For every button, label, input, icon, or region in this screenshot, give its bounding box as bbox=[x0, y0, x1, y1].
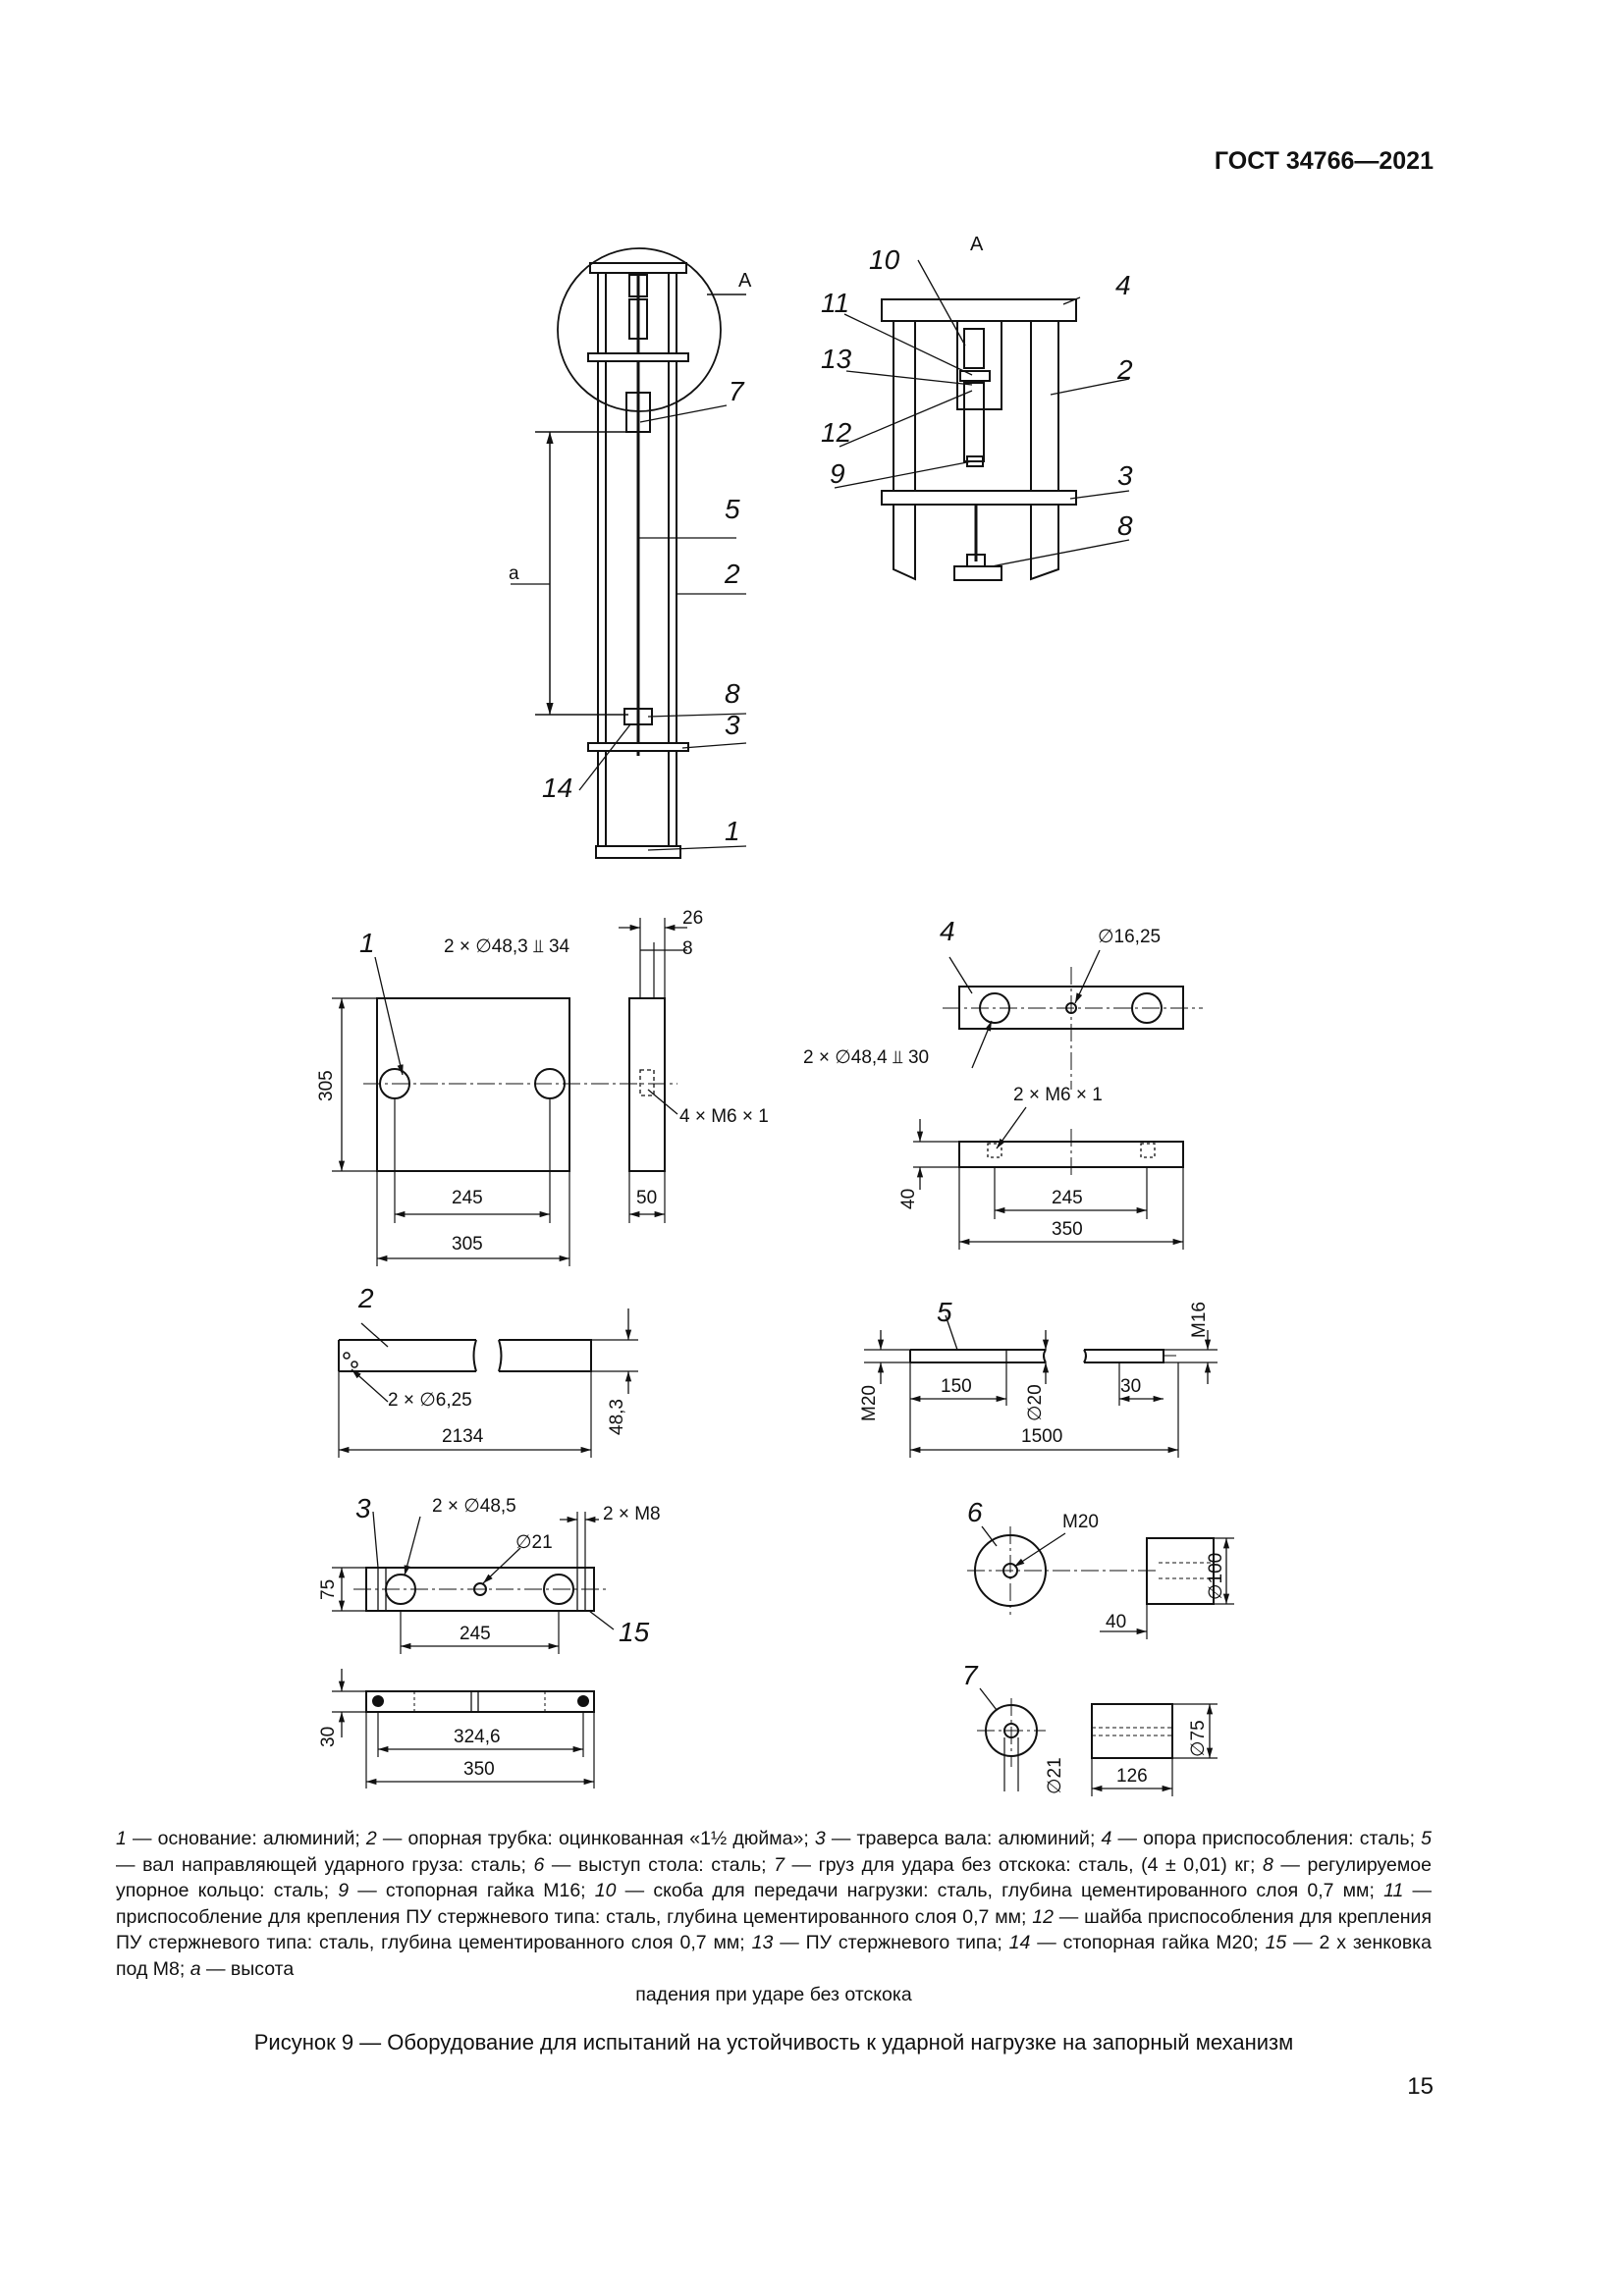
figure-caption: Рисунок 9 — Оборудование для испытаний на устойчивость к ударной нагрузке на запорный механизм bbox=[253, 2030, 1294, 2055]
part-6-thread: M20 bbox=[1062, 1512, 1099, 1532]
callout-8-detail: 8 bbox=[1117, 510, 1133, 541]
view-a-marker: А bbox=[738, 270, 752, 292]
legend-item-text: — груз для удара без отскока: сталь, (4 ± 0,01) кг; bbox=[784, 1853, 1263, 1876]
view-a-title: А bbox=[970, 234, 984, 255]
legend-item-number: 14 bbox=[1008, 1932, 1031, 1953]
callout-3: 3 bbox=[725, 710, 740, 740]
part-1-dim-8: 8 bbox=[682, 938, 693, 959]
part-1-dim-305: 305 bbox=[452, 1234, 483, 1255]
callout-1: 1 bbox=[725, 816, 740, 846]
detail-a bbox=[835, 260, 1129, 580]
legend-item bbox=[752, 1932, 1009, 1953]
part-4-threads: 2 × M6 × 1 bbox=[1013, 1085, 1103, 1105]
callout-4: 4 bbox=[1115, 270, 1131, 300]
legend-item bbox=[116, 1828, 366, 1849]
legend-item-text: — регулируемое упорное кольцо: сталь; bbox=[116, 1853, 1432, 1901]
standard-designation: ГОСТ 34766—2021 bbox=[1214, 147, 1434, 175]
part-3-dim-30: 30 bbox=[318, 1726, 339, 1747]
part-3-dim-245: 245 bbox=[460, 1624, 491, 1644]
legend-item-number: 1 bbox=[116, 1828, 127, 1849]
legend-item bbox=[595, 1880, 1383, 1901]
legend-item bbox=[815, 1828, 1102, 1849]
part-2-holes: 2 × ∅6,25 bbox=[388, 1390, 472, 1411]
part-5-dim-150: 150 bbox=[941, 1376, 972, 1397]
part-5-number: 5 bbox=[937, 1297, 952, 1327]
part-1-dim-26: 26 bbox=[682, 908, 704, 929]
legend-item-number: 3 bbox=[814, 1828, 826, 1849]
legend-item-text: — вал направляющей ударного груза: сталь; bbox=[116, 1853, 534, 1876]
part-3-holes: 2 × ∅48,5 bbox=[432, 1496, 516, 1517]
legend-item-text: — выступ стола: сталь; bbox=[544, 1853, 775, 1876]
legend-item-text: — высота bbox=[200, 1957, 295, 1980]
legend-item bbox=[338, 1880, 595, 1901]
legend-item-text: — стопорная гайка М20; bbox=[1030, 1932, 1266, 1953]
part-4-center-hole: ∅16,25 bbox=[1098, 927, 1162, 947]
legend-item-number: 6 bbox=[533, 1853, 545, 1876]
callout-2: 2 bbox=[725, 559, 740, 589]
part-3-number: 3 bbox=[355, 1493, 371, 1523]
part-4-number: 4 bbox=[940, 916, 955, 946]
part-1-holes: 2 × ∅48,3 ⫫ 34 bbox=[444, 936, 570, 957]
legend-item-number: 10 bbox=[594, 1880, 617, 1901]
part-1-drawing bbox=[332, 918, 687, 1266]
part-7-dim-126: 126 bbox=[1116, 1766, 1148, 1787]
part-2-dim-2134: 2134 bbox=[442, 1426, 484, 1447]
legend-item-number: 15 bbox=[1265, 1932, 1287, 1953]
part-5-dim-30: 30 bbox=[1120, 1376, 1142, 1397]
legend-item bbox=[774, 1854, 1263, 1876]
part-6-drawing bbox=[967, 1526, 1234, 1639]
legend-item-number: 13 bbox=[751, 1932, 774, 1953]
legend-item bbox=[1009, 1932, 1266, 1953]
part-1-dim-245: 245 bbox=[452, 1188, 483, 1208]
legend-item bbox=[1102, 1828, 1422, 1849]
part-4-dim-40: 40 bbox=[898, 1188, 919, 1209]
callout-10: 10 bbox=[869, 244, 900, 275]
part-4-holes: 2 × ∅48,4 ⫫ 30 bbox=[803, 1047, 930, 1068]
legend-tail: падения при ударе без отскока bbox=[635, 1984, 912, 2005]
legend-item-number: 12 bbox=[1032, 1905, 1054, 1928]
part-7-drawing bbox=[977, 1688, 1218, 1796]
part-1-dim-50: 50 bbox=[636, 1188, 658, 1208]
part-5-dim-1500: 1500 bbox=[1021, 1426, 1063, 1447]
part-2-number: 2 bbox=[358, 1283, 374, 1313]
part-5-dim-20: ∅20 bbox=[1025, 1384, 1046, 1421]
part-5-m20: M20 bbox=[859, 1385, 880, 1421]
part-3-dim-75: 75 bbox=[318, 1578, 339, 1600]
legend-item bbox=[534, 1854, 775, 1876]
legend-item-text: — стопорная гайка М16; bbox=[349, 1880, 595, 1901]
callout-14: 14 bbox=[542, 773, 573, 803]
legend-item-number: 2 bbox=[365, 1828, 377, 1849]
legend-item-number: 5 bbox=[1421, 1828, 1432, 1849]
legend-item-text: — основание: алюминий; bbox=[126, 1828, 366, 1849]
callout-3-detail: 3 bbox=[1117, 460, 1133, 491]
callout-2-detail: 2 bbox=[1117, 354, 1133, 385]
part-4-dim-350: 350 bbox=[1052, 1219, 1083, 1240]
legend-item-number: a bbox=[189, 1957, 201, 1980]
part-3-callout-15: 15 bbox=[619, 1617, 650, 1647]
part-6-number: 6 bbox=[967, 1497, 983, 1527]
part-1-dim-305-v: 305 bbox=[316, 1070, 337, 1101]
legend-item-text: — скоба для передачи нагрузки: сталь, глубина цементированного слоя 0,7 мм; bbox=[616, 1880, 1384, 1901]
part-6-dim-40: 40 bbox=[1106, 1612, 1127, 1632]
legend-item-text: — приспособление для крепления ПУ стержневого типа: сталь, глубина цементированного слоя 0,7 мм; bbox=[116, 1880, 1432, 1928]
part-2-dim-48: 48,3 bbox=[607, 1399, 627, 1435]
legend-item-number: 11 bbox=[1383, 1880, 1404, 1901]
legend-item-text: — шайба приспособления для крепления ПУ стержневого типа: сталь, глубина цементированного слоя 0,7 мм; bbox=[116, 1905, 1433, 1953]
part-3-dim-350: 350 bbox=[463, 1759, 495, 1780]
callout-8: 8 bbox=[725, 678, 740, 709]
callout-7: 7 bbox=[729, 376, 744, 406]
legend-item-text: — 2 х зенковка под М8; bbox=[116, 1932, 1432, 1980]
part-7-dim-21: ∅21 bbox=[1045, 1757, 1065, 1794]
part-2-drawing bbox=[339, 1308, 638, 1458]
callout-5: 5 bbox=[725, 494, 740, 524]
callout-13: 13 bbox=[821, 344, 852, 374]
part-4-dim-245: 245 bbox=[1052, 1188, 1083, 1208]
part-3-countersinks: 2 × M8 bbox=[603, 1504, 661, 1524]
legend-item-number: 8 bbox=[1262, 1853, 1273, 1876]
legend-item-text: — опорная трубка: оцинкованная «1½ дюйма»; bbox=[376, 1828, 815, 1849]
callout-11: 11 bbox=[821, 288, 850, 318]
part-7-dim-75: ∅75 bbox=[1188, 1720, 1209, 1757]
part-6-dim-100: ∅100 bbox=[1206, 1552, 1226, 1600]
callout-12: 12 bbox=[821, 417, 852, 448]
part-1-number: 1 bbox=[359, 928, 375, 958]
legend-item-number: 4 bbox=[1101, 1828, 1112, 1849]
legend-item-text: — опора приспособления: сталь; bbox=[1111, 1828, 1422, 1849]
assembly-view bbox=[511, 248, 746, 858]
legend-item-number: 9 bbox=[338, 1880, 350, 1901]
callout-9: 9 bbox=[830, 458, 845, 489]
page-number: 15 bbox=[1407, 2073, 1434, 2100]
legend-item-text: — траверса вала: алюминий; bbox=[825, 1828, 1102, 1849]
part-1-threads: 4 × M6 × 1 bbox=[679, 1106, 769, 1127]
dimension-a: a bbox=[509, 563, 519, 584]
part-3-center-hole: ∅21 bbox=[515, 1532, 553, 1553]
part-7-number: 7 bbox=[962, 1660, 978, 1690]
legend-item bbox=[366, 1828, 815, 1849]
part-5-m16: M16 bbox=[1189, 1302, 1210, 1338]
legend-item-text: — ПУ стержневого типа; bbox=[773, 1932, 1009, 1953]
legend-item bbox=[190, 1958, 295, 1980]
figure-legend bbox=[116, 1826, 1432, 2008]
part-3-dim-324: 324,6 bbox=[454, 1727, 501, 1747]
legend-item-number: 7 bbox=[774, 1853, 785, 1876]
